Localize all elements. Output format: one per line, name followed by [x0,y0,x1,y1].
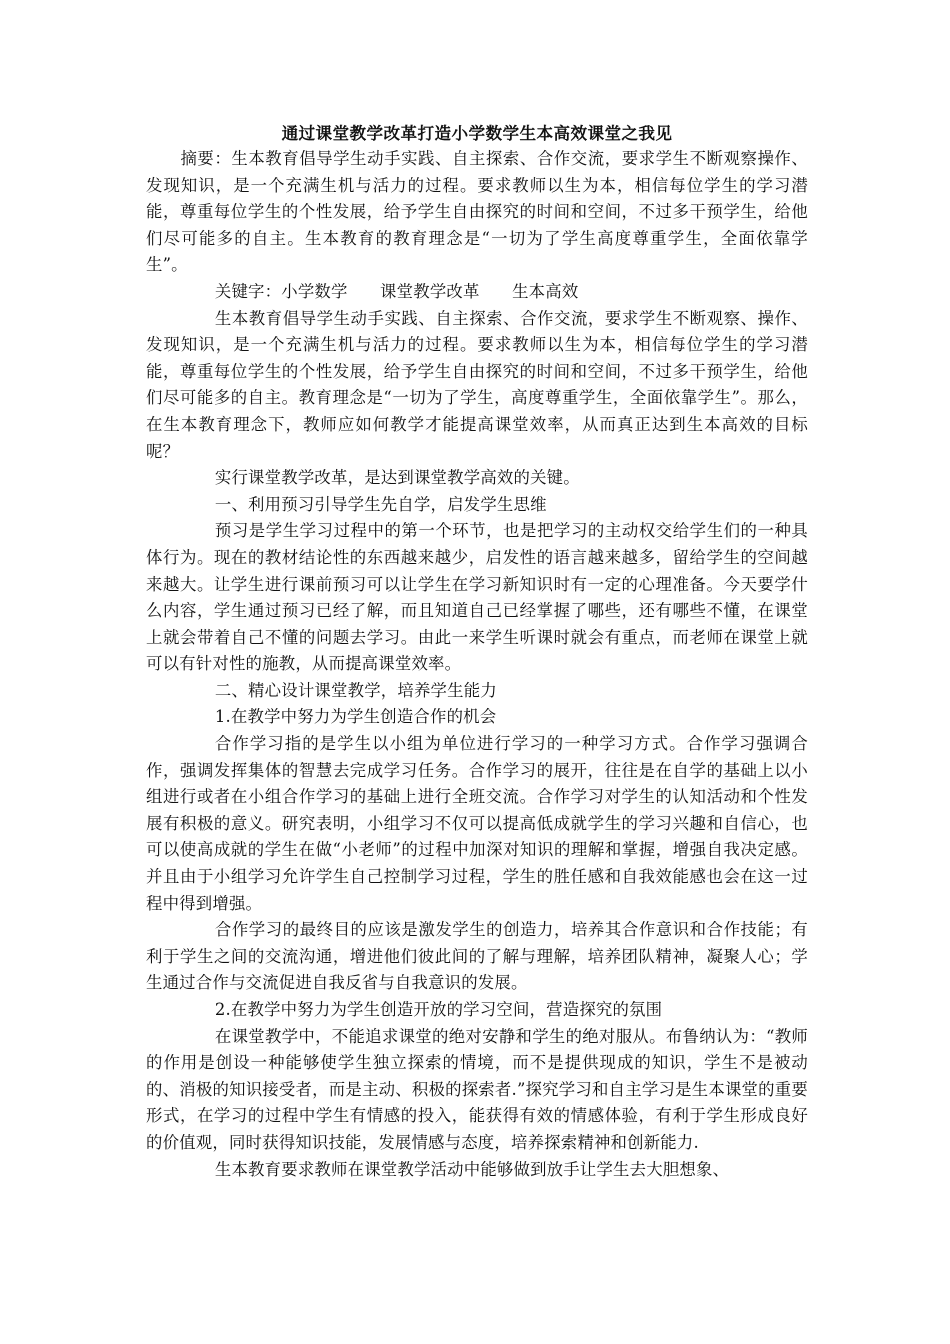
body-paragraph: 合作学习的最终目的应该是激发学生的创造力，培养其合作意识和合作技能；有利于学生之间的交流沟通，增进他们彼此间的了解与理解，培养团队精神，凝聚人心；学生通过合作与交流促进自我反省与自我意识的发展。 [146,920,808,993]
section-heading: 一、利用预习引导学生先自学，启发学生思维 [214,494,547,514]
subsection-heading: 1.在教学中努力为学生创造合作的机会 [214,707,497,727]
body-paragraph: 合作学习指的是学生以小组为单位进行学习的一种学习方式。合作学习强调合作，强调发挥集体的智慧去完成学习任务。合作学习的展开，往往是在自学的基础上以小组进行或者在小组合作学习的基础上进行全班交流。合作学习对学生的认知活动和个性发展有积极的意义。研究表明，小组学习不仅可以提高低成就学生的学习兴趣和自信心，也可以使高成就的学生在做“小老师”的过程中加深对知识的理解和掌握，增强自我决定感。并且由于小组学习允许学生自己控制学习过程，学生的胜任感和自我效能感也会在这一过程中得到增强。 [146,734,808,913]
keywords-line: 关键字：小学数学 课堂教学改革 生本高效 [214,281,579,301]
document-title: 通过课堂教学改革打造小学数学生本高效课堂之我见 [281,123,673,143]
section-heading: 二、精心设计课堂教学，培养学生能力 [214,680,497,700]
body-paragraph: 在课堂教学中，不能追求课堂的绝对安静和学生的绝对服从。布鲁纳认为：“教师的作用是创设一种能够使学生独立探索的情境，而不是提供现成的知识，学生不是被动的、消极的知识接受者，而是主动、积极的探索者.”探究学习和自主学习是生本课堂的重要形式，在学习的过程中学生有情感的投入，能获得有效的情感体验，有利于学生形成良好的价值观，同时获得知识技能，发展情感与态度，培养探索精神和创新能力. [146,1026,808,1152]
body-paragraph: 实行课堂教学改革，是达到课堂教学高效的关键。 [214,468,580,488]
body-paragraph: 预习是学生学习过程中的第一个环节，也是把学习的主动权交给学生们的一种具体行为。现在的教材结论性的东西越来越少，启发性的语言越来越多，留给学生的空间越来越大。让学生进行课前预习可以让学生在学习新知识时有一定的心理准备。今天要学什么内容，学生通过预习已经了解，而且知道自己已经掌握了哪些，还有哪些不懂，在课堂上就会带着自己不懂的问题去学习。由此一来学生听课时就会有重点，而老师在课堂上就可以有针对性的施教，从而提高课堂效率。 [146,521,808,674]
abstract-paragraph: 摘要：生本教育倡导学生动手实践、自主探索、合作交流，要求学生不断观察操作、发现知识，是一个充满生机与活力的过程。要求教师以生为本，相信每位学生的学习潜能，尊重每位学生的个性发展，给予学生自由探究的时间和空间，不过多干预学生，给他们尽可能多的自主。生本教育的教育理念是“一切为了学生高度尊重学生，全面依靠学生”。 [146,149,808,275]
body-paragraph: 生本教育要求教师在课堂教学活动中能够做到放手让学生去大胆想象、 [214,1159,730,1179]
body-paragraph: 生本教育倡导学生动手实践、自主探索、合作交流，要求学生不断观察、操作、发现知识，是一个充满生机与活力的过程。要求教师以生为本，相信每位学生的学习潜能，尊重每位学生的个性发展，给予学生自由探究的时间和空间，不过多干预学生，给他们尽可能多的自主。教育理念是“一切为了学生，高度尊重学生，全面依靠学生”。那么，在生本教育理念下，教师应如何教学才能提高课堂效率，从而真正达到生本高效的目标呢？ [146,308,808,461]
subsection-heading: 2.在教学中努力为学生创造开放的学习空间，营造探究的氛围 [214,1000,663,1019]
document-page [146,120,808,1183]
